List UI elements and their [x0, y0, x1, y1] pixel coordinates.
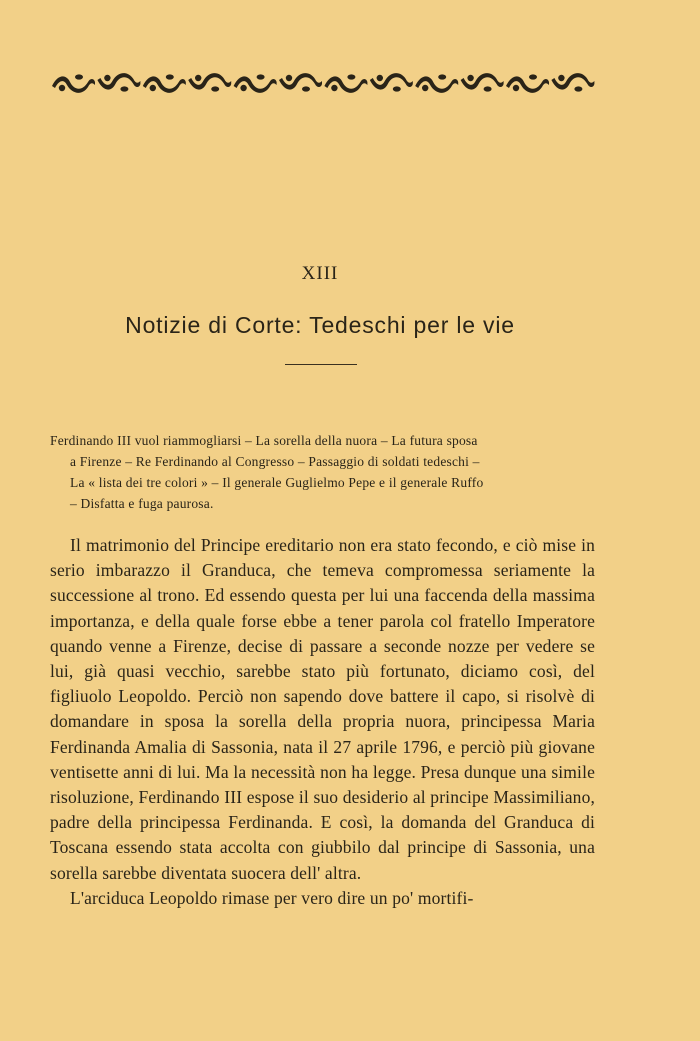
chapter-title: Notizie di Corte: Tedeschi per le vie: [125, 312, 515, 338]
paragraph: Il matrimonio del Principe ereditario non era stato fecondo, e ciò mise in serio imbarazzo il Granduca, che temeva compromessa seriamente la successione al trono. Ed essendo questa per lui una faccenda della massima importanza, e della quale forse ebbe a tener parola col fratello Imperatore quando venne a Firenze, decise di passare a seconde nozze per vedere se lui, già quasi vecchio, sarebbe stato più fortunato, diciamo così, del figliuolo Leopoldo. Perciò non sapendo dove battere il capo, si risolvè di domandare in sposa la sorella della propria nuora, principessa Maria Ferdinanda Amalia di Sassonia, nata il 27 aprile 1796, e perciò più giovane ventisette anni di lui. Ma la necessità non ha legge. Presa dunque una simile risoluzione, Ferdinando III espose il suo desiderio al principe Massimiliano, padre della principessa Ferdinanda. E così, la domanda del Granduca di Toscana essendo stata accolta con giubbilo dal principe di Sassonia, una sorella sarebbe diventata suocera dell' altra.: [50, 535, 595, 883]
summary-line: La « lista dei tre colori » – Il generale Guglielmo Pepe e il generale Ruffo: [70, 475, 484, 490]
title-divider: [285, 364, 357, 365]
summary-line: a Firenze – Re Ferdinando al Congresso – Passaggio di soldati tedeschi –: [70, 454, 480, 469]
body-text: [50, 533, 595, 911]
paragraph: L'arciduca Leopoldo rimase per vero dire un po' mortifi-: [70, 887, 474, 908]
chapter-number: XIII: [301, 263, 339, 284]
summary-line: Ferdinando III vuol riammogliarsi – La sorella della nuora – La futura sposa: [50, 433, 478, 448]
floral-vine-border-icon: [50, 68, 595, 98]
summary-line: – Disfatta e fuga paurosa.: [70, 496, 214, 511]
chapter-summary: [50, 430, 595, 514]
